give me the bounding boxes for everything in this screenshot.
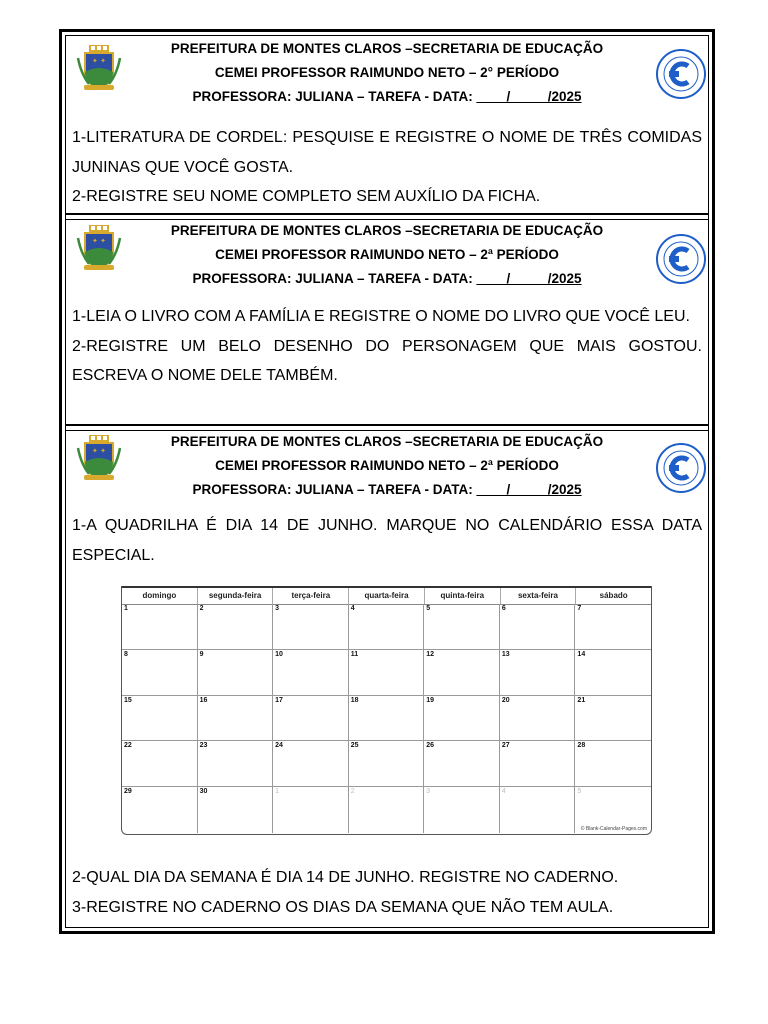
section-2 — [66, 219, 708, 424]
calendar-day-cell[interactable]: 26 — [424, 741, 500, 787]
header-line-3: PROFESSORA: JULIANA – TAREFA - DATA: ____/_____/2025 — [192, 89, 582, 104]
calendar-day-cell[interactable]: 19 — [424, 696, 500, 742]
task-list — [72, 302, 702, 391]
calendar-day-cell[interactable]: 1 — [122, 604, 198, 650]
calendar-next-month-cell: 4 — [500, 787, 576, 833]
calendar-day-cell[interactable]: 22 — [122, 741, 198, 787]
task-item: 1-LEIA O LIVRO COM A FAMÍLIA E REGISTRE O NOME DO LIVRO QUE VOCÊ LEU. — [72, 308, 690, 325]
calendar-day-cell[interactable]: 7 — [575, 604, 651, 650]
calendar-day-cell[interactable]: 28 — [575, 741, 651, 787]
weekday-label: segunda-feira — [198, 588, 274, 604]
worksheet-frame — [59, 29, 715, 934]
task-list-bottom — [72, 863, 702, 922]
calendar-day-cell[interactable]: 17 — [273, 696, 349, 742]
weekday-label: sexta-feira — [501, 588, 577, 604]
header-block — [66, 430, 708, 502]
calendar-day-cell[interactable]: 10 — [273, 650, 349, 696]
calendar-day-cell[interactable]: 4 — [349, 604, 425, 650]
weekday-label: terça-feira — [273, 588, 349, 604]
calendar-next-month-cell: 1 — [273, 787, 349, 833]
calendar-day-cell[interactable]: 21 — [575, 696, 651, 742]
calendar-day-cell[interactable]: 24 — [273, 741, 349, 787]
calendar-day-cell[interactable]: 9 — [198, 650, 274, 696]
date-blank: ____/_____/2025 — [476, 271, 582, 286]
task-item: 2-REGISTRE SEU NOME COMPLETO SEM AUXÍLIO DA FICHA. — [72, 188, 541, 205]
calendar-day-cell[interactable]: 16 — [198, 696, 274, 742]
calendar-day-cell[interactable]: 20 — [500, 696, 576, 742]
header-line-2: CEMEI PROFESSOR RAIMUNDO NETO – 2ª PERÍODO — [215, 458, 559, 473]
task-item: 1-A QUADRILHA É DIA 14 DE JUNHO. MARQUE NO CALENDÁRIO ESSA DATA ESPECIAL. — [72, 517, 702, 564]
task-list — [72, 511, 702, 570]
weekday-label: domingo — [122, 588, 198, 604]
task-list — [72, 123, 702, 212]
calendar-day-cell[interactable]: 29 — [122, 787, 198, 833]
calendar-day-cell[interactable]: 6 — [500, 604, 576, 650]
header-line-2: CEMEI PROFESSOR RAIMUNDO NETO – 2° PERÍODO — [214, 65, 560, 80]
header-line-2: CEMEI PROFESSOR RAIMUNDO NETO – 2ª PERÍODO — [215, 247, 559, 262]
calendar-copyright: © Blank-Calendar-Pages.com — [580, 826, 647, 832]
calendar-next-month-cell: 5 — [577, 788, 582, 796]
svg-text:✦ ✦: ✦ ✦ — [92, 57, 106, 65]
calendar-day-cell[interactable]: 8 — [122, 650, 198, 696]
task-item: 1-LITERATURA DE CORDEL: PESQUISE E REGISTRE O NOME DE TRÊS COMIDAS JUNINAS QUE VOCÊ GOSTA. — [72, 129, 702, 176]
calendar-day-cell[interactable]: 18 — [349, 696, 425, 742]
date-blank: ____/_____/2025 — [476, 482, 582, 497]
calendar-day-cell[interactable]: 30 — [198, 787, 274, 833]
header-line-1: PREFEITURA DE MONTES CLAROS –SECRETARIA DE EDUCAÇÃO — [170, 41, 604, 56]
worksheet-inner — [65, 35, 709, 928]
weekday-label: sábado — [599, 591, 628, 600]
calendar-day-cell[interactable]: 23 — [198, 741, 274, 787]
calendar-day-cell[interactable]: 14 — [575, 650, 651, 696]
calendar-next-month-cell: 3 — [424, 787, 500, 833]
calendar-day-cell[interactable]: 15 — [122, 696, 198, 742]
calendar-grid — [122, 604, 651, 833]
header-line-3: PROFESSORA: JULIANA – TAREFA - DATA: ____/_____/2025 — [192, 482, 582, 497]
header-line-1: PREFEITURA DE MONTES CLAROS –SECRETARIA DE EDUCAÇÃO — [170, 223, 604, 238]
calendar-day-cell[interactable]: 11 — [349, 650, 425, 696]
calendar-day-cell[interactable]: 3 — [273, 604, 349, 650]
calendar-next-month-cell: 2 — [349, 787, 425, 833]
header-line-3: PROFESSORA: JULIANA – TAREFA - DATA: ____/_____/2025 — [192, 271, 582, 286]
weekday-label: quarta-feira — [349, 588, 425, 604]
task-item: 2-REGISTRE UM BELO DESENHO DO PERSONAGEM QUE MAIS GOSTOU. ESCREVA O NOME DELE TAMBÉM. — [72, 337, 702, 384]
calendar-day-cell[interactable]: 12 — [424, 650, 500, 696]
task-item: 3-REGISTRE NO CADERNO OS DIAS DA SEMANA QUE NÃO TEM AULA. — [72, 898, 614, 916]
section-1 — [66, 36, 708, 214]
svg-text:✦ ✦: ✦ ✦ — [92, 447, 106, 455]
svg-text:✦ ✦: ✦ ✦ — [92, 237, 106, 245]
calendar-weekday-header — [122, 586, 651, 605]
calendar-day-cell[interactable]: 13 — [500, 650, 576, 696]
weekday-label: quinta-feira — [425, 588, 501, 604]
task-item: 2-QUAL DIA DA SEMANA É DIA 14 DE JUNHO. REGISTRE NO CADERNO. — [72, 869, 619, 886]
date-blank: ____/_____/2025 — [476, 89, 582, 104]
calendar — [121, 586, 652, 835]
calendar-day-cell[interactable]: 27 — [500, 741, 576, 787]
header-block — [66, 37, 708, 109]
calendar-day-cell[interactable]: 5 — [424, 604, 500, 650]
calendar-day-cell[interactable]: 2 — [198, 604, 274, 650]
calendar-day-cell[interactable]: 25 — [349, 741, 425, 787]
header-block — [66, 219, 708, 291]
header-line-1: PREFEITURA DE MONTES CLAROS –SECRETARIA DE EDUCAÇÃO — [170, 434, 604, 449]
